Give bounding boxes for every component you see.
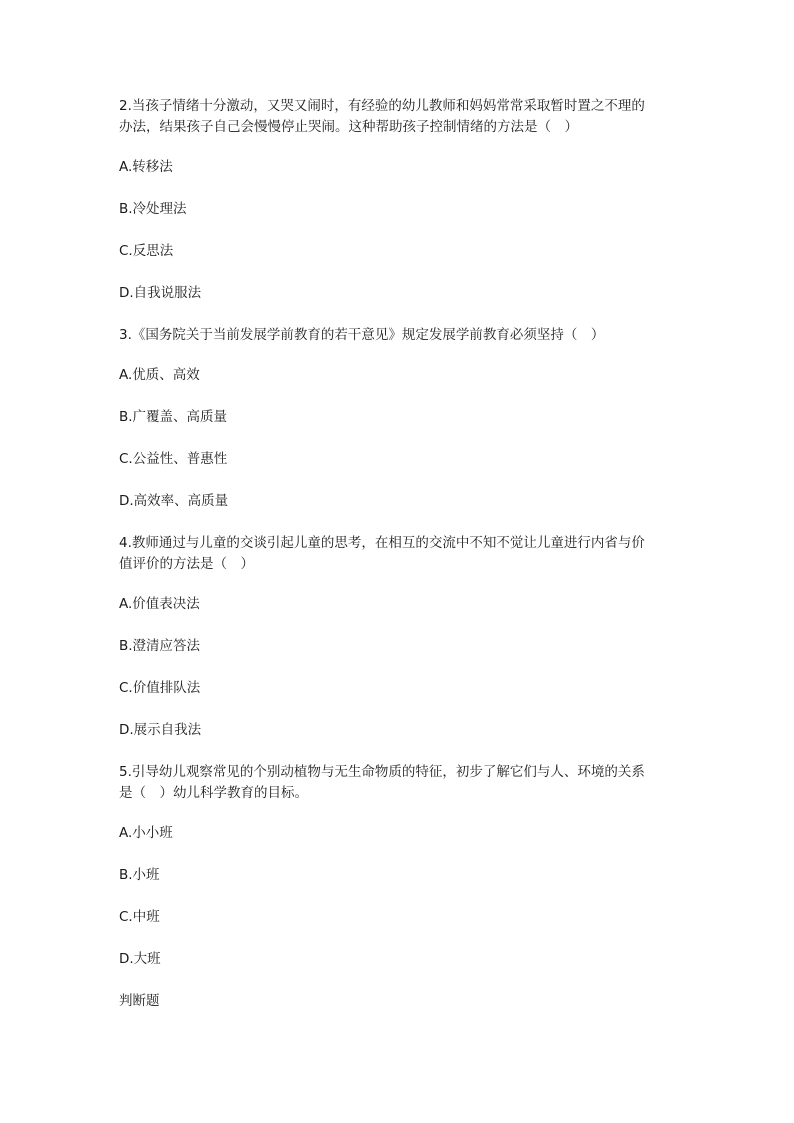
question-stem	[119, 762, 679, 804]
option-b: B.广覆盖、高质量	[119, 409, 228, 425]
option-c: C.反思法	[119, 243, 174, 259]
option-c: C.公益性、普惠性	[119, 451, 228, 467]
option-d: D.自我说服法	[119, 285, 202, 301]
option-a: A.优质、高效	[119, 367, 200, 383]
question-stem-line: 2.当孩子情绪十分激动，又哭又闹时，有经验的幼儿教师和妈妈常常采取暂时置之不理的	[119, 98, 645, 114]
option-d: D.展示自我法	[119, 722, 202, 738]
option-a: A.价值表决法	[119, 596, 200, 612]
question-stem-line: 4.教师通过与儿童的交谈引起儿童的思考，在相互的交流中不知不觉让儿童进行内省与价	[119, 535, 645, 551]
option-c: C.中班	[119, 909, 160, 925]
option-b: B.冷处理法	[119, 201, 187, 217]
question-stem	[119, 533, 679, 575]
question-stem-line: 值评价的方法是（ ）	[119, 556, 254, 572]
option-a: A.小小班	[119, 825, 173, 841]
section-heading: 判断题	[119, 993, 160, 1009]
option-c: C.价值排队法	[119, 680, 201, 696]
option-d: D.大班	[119, 951, 161, 967]
option-a: A.转移法	[119, 159, 173, 175]
question-stem-line: 3.《国务院关于当前发展学前教育的若干意见》规定发展学前教育必须坚持（ ）	[119, 327, 605, 343]
option-d: D.高效率、高质量	[119, 493, 229, 509]
question-stem-line: 5.引导幼儿观察常见的个别动植物与无生命物质的特征，初步了解它们与人、环境的关系	[119, 764, 645, 780]
question-3	[119, 325, 679, 512]
document-page	[119, 96, 679, 1012]
question-5	[119, 762, 679, 970]
question-2	[119, 96, 679, 304]
question-stem-line: 是（ ）幼儿科学教育的目标。	[119, 785, 308, 801]
question-stem-line: 办法，结果孩子自己会慢慢停止哭闹。这种帮助孩子控制情绪的方法是（ ）	[119, 119, 578, 135]
option-b: B.澄清应答法	[119, 638, 201, 654]
option-b: B.小班	[119, 867, 160, 883]
question-stem	[119, 96, 679, 138]
question-4	[119, 533, 679, 741]
question-stem	[119, 325, 679, 346]
